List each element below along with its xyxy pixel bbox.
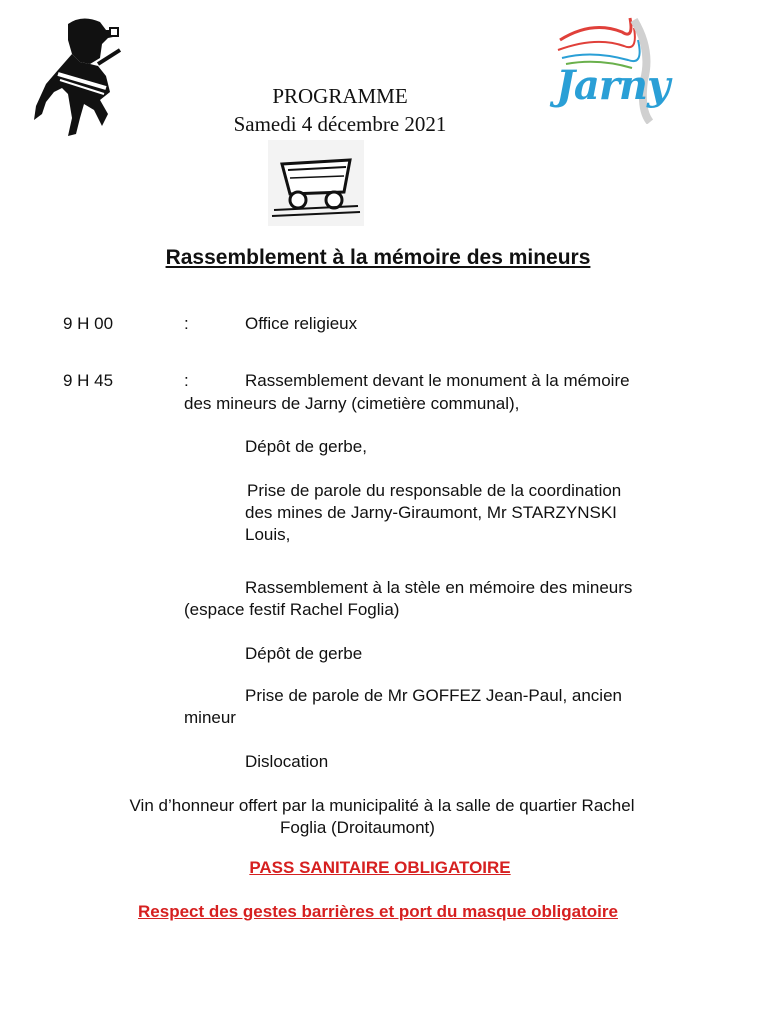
program-heading: PROGRAMME	[272, 84, 408, 108]
item-depot-gerbe-2: Dépôt de gerbe	[245, 644, 363, 663]
vin-honneur-line1: Vin d’honneur offert par la municipalité à la salle de quartier Rachel	[129, 796, 635, 815]
item-stele-line2: (espace festif Rachel Foglia)	[184, 600, 400, 619]
item-prise-parole-2-line2: mineur	[184, 708, 236, 727]
item-prise-parole-1-line1: Prise de parole du responsable de la coordination	[247, 481, 622, 500]
item-prise-parole-1-line2: des mines de Jarny-Giraumont, Mr STARZYNSKI	[245, 503, 617, 522]
item-depot-gerbe-1: Dépôt de gerbe,	[245, 437, 367, 456]
vin-honneur-line2: Foglia (Droitaumont)	[280, 818, 435, 837]
gestes-barrieres-notice: Respect des gestes barrières et port du masque obligatoire	[138, 902, 618, 921]
schedule-item-rassemblement-cont: des mineurs de Jarny (cimetière communal),	[184, 394, 520, 413]
schedule-time-2: 9 H 45	[63, 371, 114, 390]
schedule-item-office: Office religieux	[245, 314, 358, 333]
main-title: Rassemblement à la mémoire des mineurs	[165, 246, 591, 269]
item-prise-parole-1-line3: Louis,	[245, 525, 291, 544]
mine-cart-icon	[268, 140, 364, 226]
item-stele-line1: Rassemblement à la stèle en mémoire des mineurs	[245, 578, 633, 597]
schedule-separator-2: :	[184, 371, 189, 390]
item-dislocation: Dislocation	[245, 752, 329, 771]
schedule-time-1: 9 H 00	[63, 314, 114, 333]
pass-sanitaire-notice: PASS SANITAIRE OBLIGATOIRE	[249, 858, 511, 877]
program-date: Samedi 4 décembre 2021	[233, 112, 447, 136]
schedule-separator-1: :	[184, 314, 189, 333]
item-prise-parole-2-line1: Prise de parole de Mr GOFFEZ Jean-Paul, ancien	[245, 686, 622, 705]
jarny-logo-text: Jarny	[556, 62, 670, 109]
schedule-item-rassemblement: Rassemblement devant le monument à la mémoire	[245, 371, 630, 390]
